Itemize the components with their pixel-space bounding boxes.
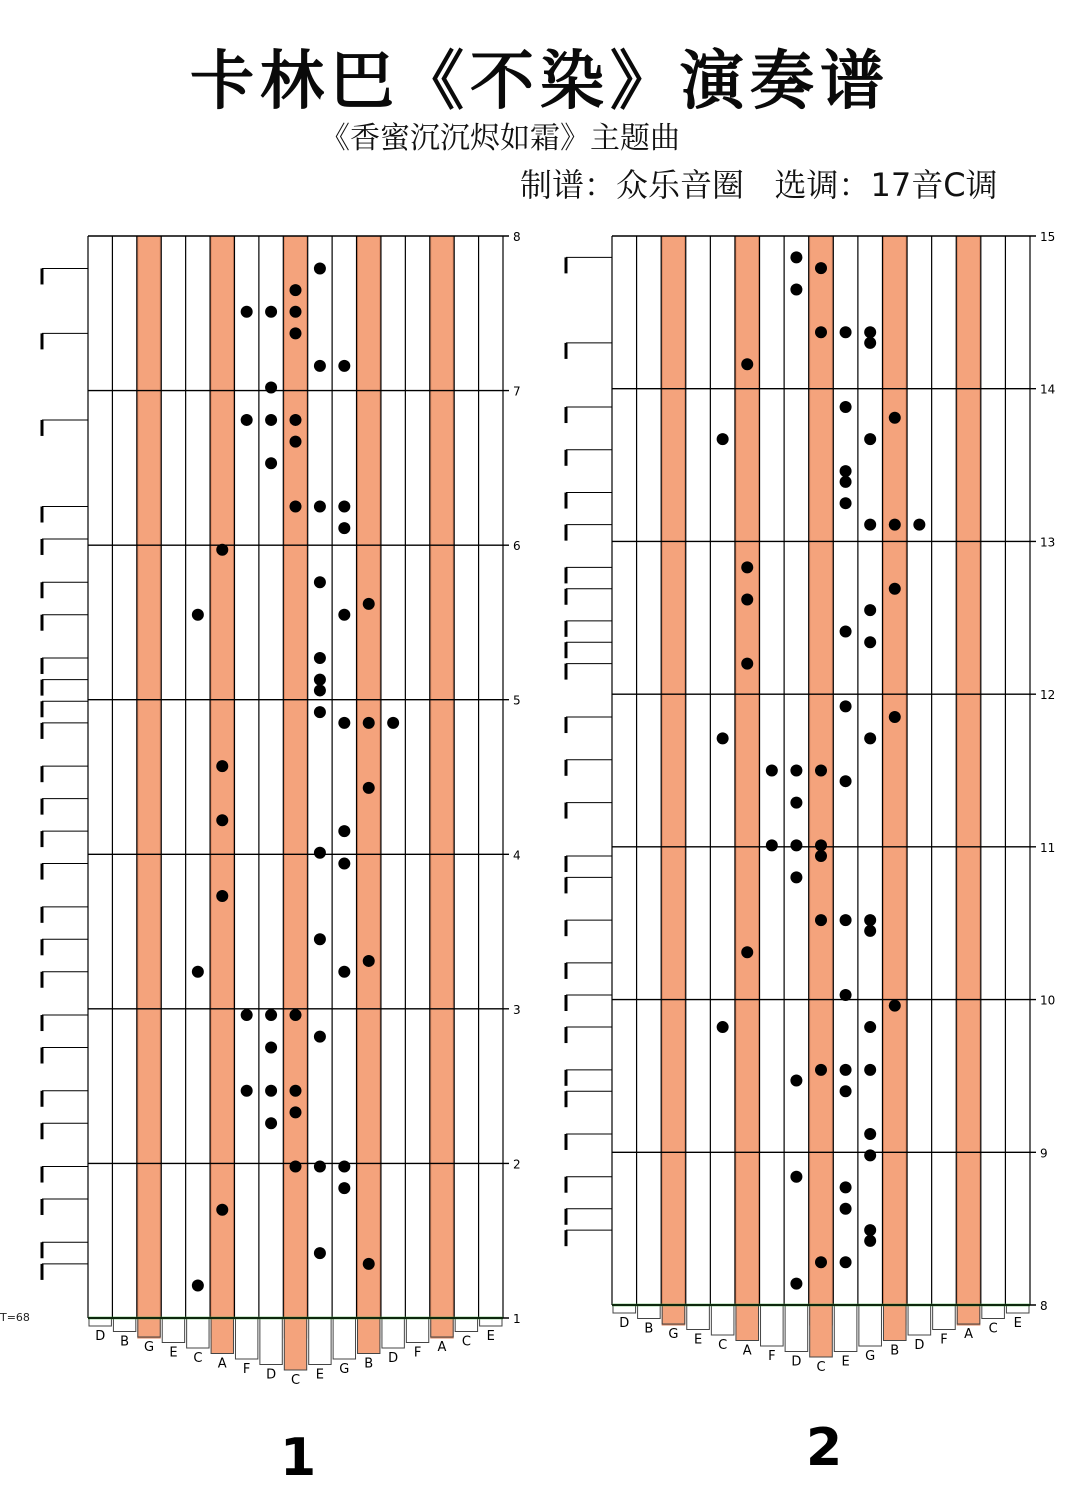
measure-number: 15 — [1040, 230, 1056, 244]
tine-label-c: C — [988, 1321, 998, 1337]
tine-label-e: E — [169, 1345, 178, 1361]
tine-key — [638, 1305, 661, 1319]
tine-key — [736, 1305, 759, 1341]
tine-label-e: E — [486, 1329, 495, 1344]
tine-label-a: A — [964, 1327, 973, 1342]
highlight-column — [883, 236, 906, 1325]
tine-label-e: E — [693, 1332, 703, 1348]
tine-label-d: D — [95, 1329, 106, 1344]
highlight-column — [736, 236, 759, 1325]
tine-key — [761, 1305, 784, 1346]
tine-label-a: A — [437, 1340, 447, 1355]
measure-number: 8 — [513, 230, 521, 244]
tine-key — [982, 1305, 1005, 1319]
tine-label-f: F — [413, 1345, 422, 1361]
tine-label-e: E — [1013, 1316, 1022, 1331]
measure-number: 3 — [513, 1002, 521, 1017]
tine-key — [662, 1305, 685, 1324]
tine-key — [883, 1305, 906, 1341]
highlight-column — [662, 236, 685, 1325]
tine-label-c: C — [193, 1351, 203, 1366]
score-credit: 制谱：众乐音圈 选调：17音C调 — [520, 166, 998, 204]
tine-label-d: D — [266, 1367, 277, 1383]
tine-label-c: C — [718, 1338, 728, 1353]
tine-label-f: F — [940, 1332, 948, 1348]
tine-key — [785, 1305, 808, 1352]
tine-key — [933, 1305, 956, 1330]
tine-key — [957, 1305, 980, 1324]
tine-key — [810, 1305, 833, 1357]
tine-label-a: A — [217, 1356, 227, 1372]
tine-label-f: F — [242, 1362, 251, 1377]
page-number-left: 1 — [280, 1428, 317, 1488]
tine-label-c: C — [461, 1334, 471, 1350]
tine-label-b: B — [364, 1356, 374, 1372]
tine-label-d: D — [914, 1338, 925, 1353]
tempo-marking: T=68 — [0, 1311, 30, 1324]
tine-label-b: B — [644, 1321, 654, 1337]
measure-number: 7 — [513, 384, 521, 399]
tine-label-c: C — [290, 1373, 301, 1388]
highlight-column — [810, 236, 833, 1325]
measure-number: 8 — [1040, 1299, 1048, 1313]
tine-label-b: B — [120, 1334, 130, 1350]
measure-number: 9 — [1040, 1146, 1048, 1161]
tine-label-g: G — [668, 1327, 679, 1342]
score-subtitle: 《香蜜沉沉烬如霜》主题曲 — [320, 121, 680, 156]
measure-number: 13 — [1040, 535, 1056, 550]
highlight-column — [957, 236, 980, 1325]
measure-number: 11 — [1040, 840, 1056, 855]
tine-label-f: F — [768, 1349, 776, 1364]
tine-label-d: D — [388, 1351, 399, 1366]
tine-label-d: D — [791, 1354, 802, 1370]
tine-label-b: B — [890, 1343, 900, 1359]
tine-key — [908, 1305, 931, 1335]
measure-number: 4 — [513, 848, 521, 863]
measure-number: 6 — [513, 539, 521, 554]
tine-label-a: A — [742, 1343, 752, 1359]
tine-label-e: E — [315, 1367, 325, 1383]
tine-label-e: E — [841, 1354, 850, 1370]
tine-label-c: C — [816, 1360, 826, 1375]
tine-label-g: G — [339, 1362, 350, 1377]
measure-number: 10 — [1040, 993, 1056, 1008]
page-number-right: 2 — [806, 1418, 843, 1478]
tine-key — [834, 1305, 857, 1352]
tine-key — [859, 1305, 882, 1346]
tine-key — [687, 1305, 710, 1330]
measure-number: 2 — [513, 1157, 521, 1172]
tine-label-g: G — [865, 1349, 876, 1364]
tine-label-g: G — [143, 1340, 155, 1355]
measure-number: 14 — [1040, 382, 1056, 397]
measure-number: 5 — [513, 693, 521, 708]
measure-number: 1 — [513, 1312, 521, 1326]
tine-key — [711, 1305, 734, 1335]
tine-label-d: D — [619, 1316, 630, 1331]
score-title: 卡林巴《不染》演奏谱 — [190, 45, 890, 119]
measure-number: 12 — [1040, 688, 1056, 703]
